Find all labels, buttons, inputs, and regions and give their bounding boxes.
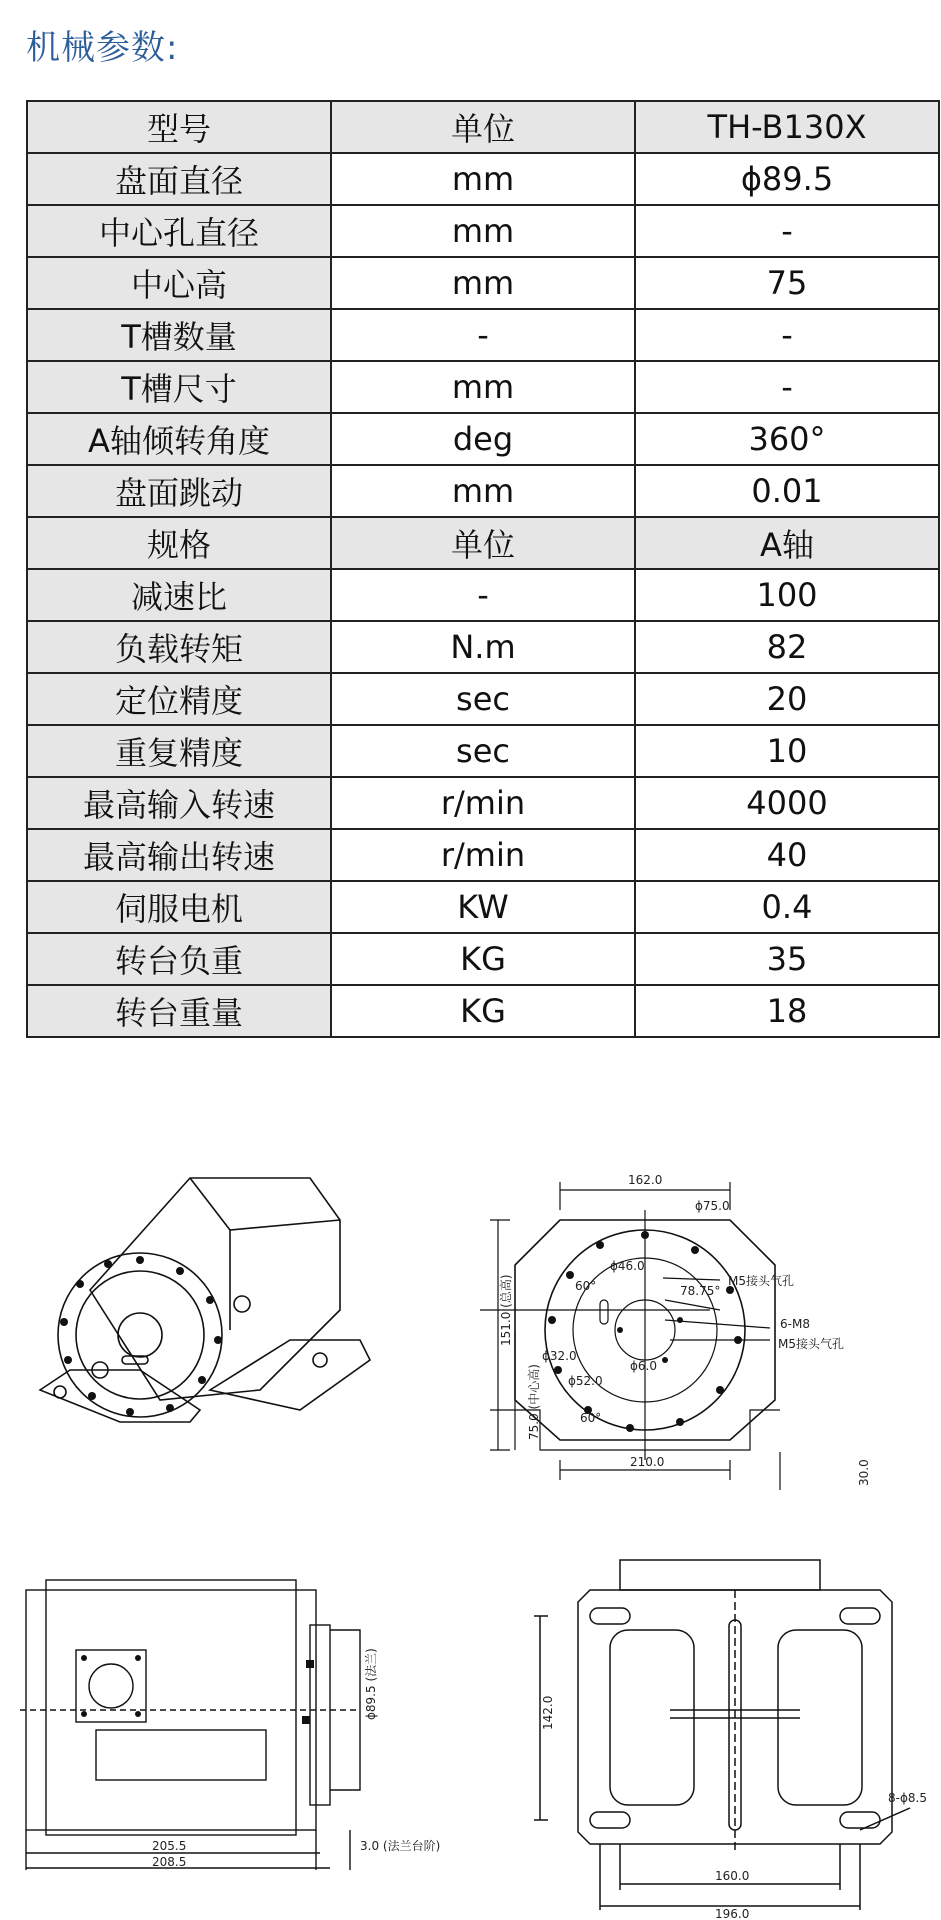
table-row [27, 413, 939, 465]
dim-196: 196.0 [715, 1907, 750, 1920]
cell-param: T槽数量 [27, 309, 331, 361]
table-row [27, 621, 939, 673]
cell-value: 18 [635, 985, 939, 1037]
dim-phi75: ϕ75.0 [695, 1199, 730, 1213]
table-row [27, 153, 939, 205]
dim-208: 208.5 [152, 1855, 187, 1869]
cell-value: - [635, 309, 939, 361]
isometric-drawing [30, 1160, 380, 1470]
cell-param: 转台负重 [27, 933, 331, 985]
flange-inner [76, 1271, 204, 1399]
table-row [27, 309, 939, 361]
cell-value: - [635, 361, 939, 413]
table-header-row [27, 101, 939, 153]
cell-param: 型号 [27, 101, 331, 153]
cell-value: 35 [635, 933, 939, 985]
cell-param: 盘面跳动 [27, 465, 331, 517]
dim-holes: 8-ϕ8.5 [888, 1791, 927, 1805]
cell-value: 0.4 [635, 881, 939, 933]
page-title: 机械参数: [26, 28, 179, 68]
cell-value: 75 [635, 257, 939, 309]
dim-78: 78.75° [680, 1284, 721, 1298]
cell-param: 中心孔直径 [27, 205, 331, 257]
spec-table [26, 100, 940, 1038]
cell-unit: mm [331, 205, 635, 257]
table-row [27, 569, 939, 621]
dim-step: 3.0 (法兰台阶) [360, 1839, 441, 1853]
angle-60a: 60° [575, 1279, 597, 1293]
table-row [27, 257, 939, 309]
cell-unit: KW [331, 881, 635, 933]
cell-param: T槽尺寸 [27, 361, 331, 413]
cell-param: 减速比 [27, 569, 331, 621]
cell-value: 82 [635, 621, 939, 673]
cell-unit: - [331, 569, 635, 621]
cell-value: 0.01 [635, 465, 939, 517]
cell-unit: mm [331, 257, 635, 309]
bottom-view-drawing [520, 1550, 941, 1920]
table-row [27, 361, 939, 413]
flange-bolts [60, 1256, 222, 1416]
cell-value: 40 [635, 829, 939, 881]
cell-unit: 单位 [331, 101, 635, 153]
cell-param: 重复精度 [27, 725, 331, 777]
cell-param: 盘面直径 [27, 153, 331, 205]
cell-param: 负载转矩 [27, 621, 331, 673]
dim-151: 151.0 (总高) [499, 1274, 513, 1346]
dim-142: 142.0 [541, 1695, 555, 1730]
cell-value: 10 [635, 725, 939, 777]
cell-unit: r/min [331, 777, 635, 829]
cell-unit: mm [331, 465, 635, 517]
cell-unit: sec [331, 673, 635, 725]
cell-value: 20 [635, 673, 939, 725]
table-row [27, 829, 939, 881]
cell-unit: 单位 [331, 517, 635, 569]
table-row [27, 673, 939, 725]
base-right [210, 1340, 370, 1410]
cell-param: A轴倾转角度 [27, 413, 331, 465]
dim-30: 30.0 [857, 1459, 871, 1486]
dim-phi52: ϕ52.0 [568, 1374, 603, 1388]
table-header-row [27, 517, 939, 569]
dim-75: 75.0 (中心高) [527, 1364, 541, 1440]
dim-phi32: ϕ32.0 [542, 1349, 577, 1363]
label-6-m8: 6-M8 [780, 1317, 810, 1331]
cell-unit: KG [331, 933, 635, 985]
side-view-drawing [20, 1570, 460, 1870]
cell-param: 最高输出转速 [27, 829, 331, 881]
cell-param: 中心高 [27, 257, 331, 309]
cell-unit: r/min [331, 829, 635, 881]
table-row [27, 205, 939, 257]
table-row [27, 985, 939, 1037]
table-row [27, 465, 939, 517]
cell-value: A轴 [635, 517, 939, 569]
cell-param: 定位精度 [27, 673, 331, 725]
cell-unit: deg [331, 413, 635, 465]
cell-unit: N.m [331, 621, 635, 673]
table-row [27, 933, 939, 985]
cell-value: ϕ89.5 [635, 153, 939, 205]
front-view-drawing [480, 1170, 941, 1500]
cell-param: 最高输入转速 [27, 777, 331, 829]
dim-205: 205.5 [152, 1839, 187, 1853]
cell-param: 规格 [27, 517, 331, 569]
cell-value: - [635, 205, 939, 257]
cell-param: 伺服电机 [27, 881, 331, 933]
cell-value: 360° [635, 413, 939, 465]
label-air-1: M5接头气孔 [728, 1274, 794, 1288]
connector [76, 1650, 146, 1722]
cell-param: 转台重量 [27, 985, 331, 1037]
dim-160: 160.0 [715, 1869, 750, 1883]
cell-unit: mm [331, 153, 635, 205]
cell-value: 4000 [635, 777, 939, 829]
dim-flange: ϕ89.5 (法兰) [364, 1648, 378, 1720]
flange-outer [58, 1253, 222, 1417]
cell-unit: sec [331, 725, 635, 777]
cell-unit: KG [331, 985, 635, 1037]
cell-value: 100 [635, 569, 939, 621]
table-row [27, 881, 939, 933]
dim-phi46: ϕ46.0 [610, 1259, 645, 1273]
cell-unit: - [331, 309, 635, 361]
angle-60b: 60° [580, 1411, 602, 1425]
table-row [27, 725, 939, 777]
dim-210: 210.0 [630, 1455, 665, 1469]
label-air-2: M5接头气孔 [778, 1337, 844, 1351]
cell-unit: mm [331, 361, 635, 413]
dim-162: 162.0 [628, 1173, 663, 1187]
dim-phi6: ϕ6.0 [630, 1359, 657, 1373]
cell-value: TH-B130X [635, 101, 939, 153]
table-row [27, 777, 939, 829]
